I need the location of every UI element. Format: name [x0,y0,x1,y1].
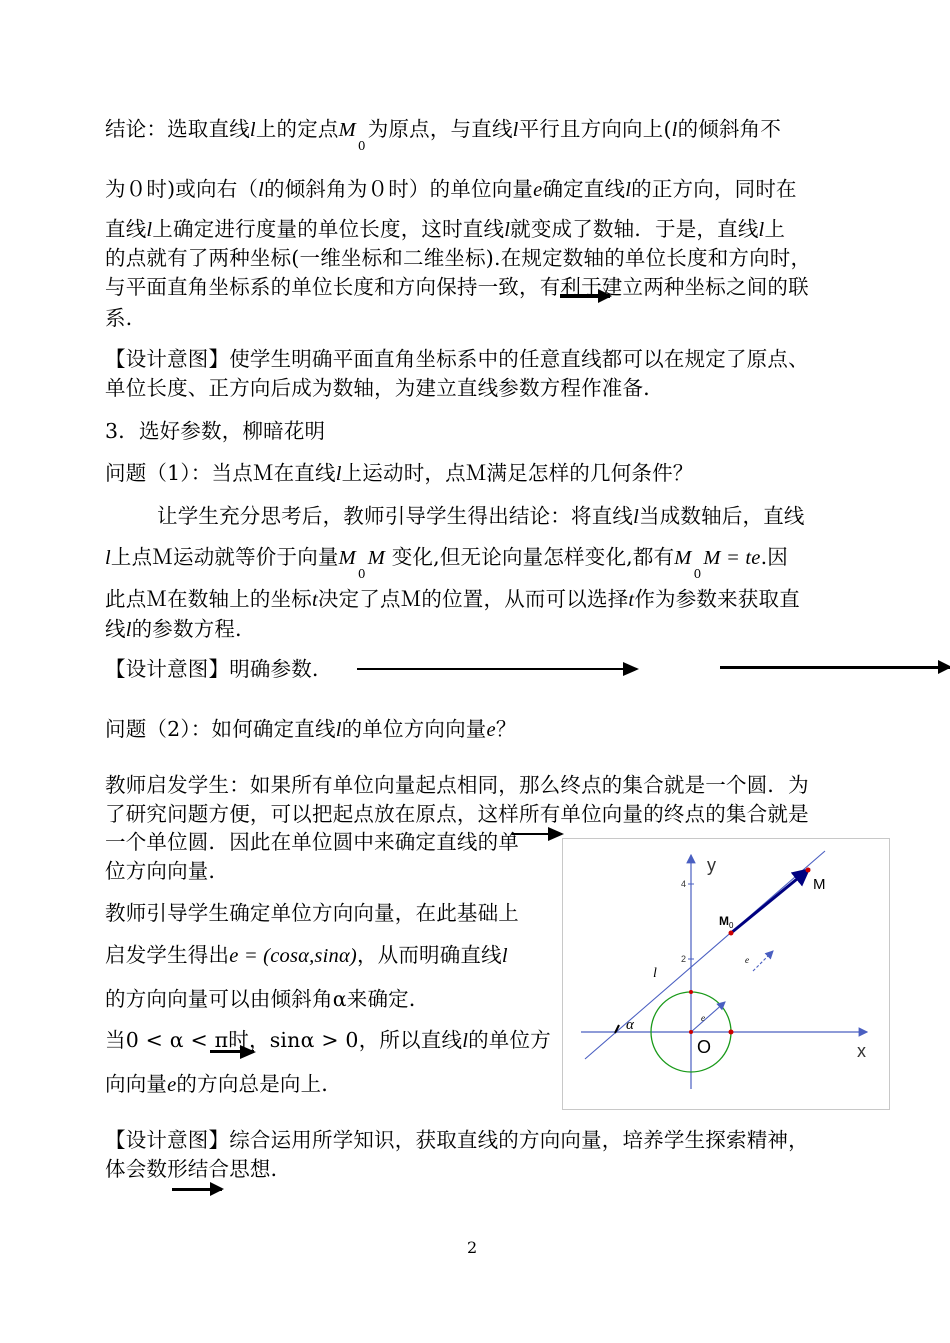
symbol-M: M [338,547,356,569]
text: 问题（2）：如何确定直线 [105,717,336,741]
arrow-decoration [172,1188,222,1191]
text: 上点Ｍ运动就等价于向量 [110,545,339,569]
paragraph-4-line-1: 教师引导学生确定单位方向向量，在此基础上 [105,901,519,925]
symbol-l: l [512,119,519,141]
text: 当 [105,1028,126,1052]
text: 时， [228,1028,270,1052]
tick-label-2: 2 [681,954,687,964]
symbol-l: l [249,119,256,141]
text: 上运动时，点Ｍ满足怎样的几何条件？ [341,461,694,485]
text: 的正方向，同时在 [631,177,797,201]
design-intent-1-line-2: 单位长度、正方向后成为数轴，为建立直线参数方程作准备． [105,376,664,400]
vector-M0M [731,870,808,933]
text: 的单位方 [468,1028,551,1052]
page-number: 2 [467,1238,478,1257]
formula-M0M-te: M = te [703,547,761,569]
text: 决定了点Ｍ的位置，从而可以选择 [317,587,629,611]
point-M0-label: M [719,914,729,928]
symbol-l: l [462,1030,469,1052]
symbol-l: l [625,179,632,201]
conclusion-line-2 [105,176,797,203]
text: 的方向总是向上． [176,1072,343,1096]
paragraph-2-line-4 [105,616,256,643]
formula-e-cos-sin: e = (cosα,sinα) [229,945,357,967]
point-M0-subscript: 0 [729,921,734,930]
line-l-label: l [653,966,657,981]
symbol-l: l [671,119,678,141]
arrow-decoration [210,1050,254,1053]
paragraph-4-line-3 [105,986,430,1012]
text: 直线 [105,217,147,241]
tick-label-4: 4 [681,879,687,889]
design-intent-3-line-2: 体会数形结合思想． [105,1157,292,1181]
text: ？ [495,717,517,741]
symbol-l: l [335,719,342,741]
text: 当成数轴后，直线 [639,504,805,528]
symbol-t: t [312,589,318,611]
point-M [806,868,811,873]
design-intent-1-line-1: 【设计意图】使学生明确平面直角坐标系中的任意直线都可以在规定了原点、 [105,347,809,371]
subscript-0: 0 [357,567,366,581]
text: 作为参数来获取直 [634,587,800,611]
paragraph-3-line-1: 教师启发学生：如果所有单位向量起点相同，那么终点的集合就是一个圆．为 [105,773,809,797]
text: 的方向向量可以由倾斜角 [105,987,333,1011]
paragraph-4-line-5 [105,1071,342,1098]
section-heading-3: 3．选好参数，柳暗花明 [105,419,326,443]
paragraph-2-line-3 [105,586,800,613]
text: 上确定进行度量的单位长度，这时直线 [152,217,505,241]
text: 的单位方向向量 [341,717,487,741]
text: 确定直线 [542,177,626,201]
symbol-M: M [674,547,692,569]
symbol-l: l [633,506,640,528]
symbol-e: e [167,1074,177,1096]
paragraph-4-line-4 [105,1027,551,1054]
text: 为原点，与直线 [367,117,513,141]
text: 问题（1）：当点Ｍ在直线 [105,461,336,485]
paragraph-3-line-3: 一个单位圆．因此在单位圆中来确定直线的单 [105,830,519,854]
text: 变化,但无论向量怎样变化,都有 [391,545,675,569]
symbol-M: M [338,119,356,141]
text: 线 [105,617,126,641]
text: 的参数方程． [131,617,256,641]
text: 此点Ｍ在数轴上的坐标 [105,587,312,611]
formula-alpha-range: 0 < α < π [125,1028,229,1052]
arrow-decoration [512,833,562,835]
text: 上的定点 [255,117,339,141]
e-label-origin: e [701,1013,705,1023]
symbol-l: l [105,547,111,569]
point-M0 [729,931,734,936]
alpha-label: α [626,1017,634,1033]
symbol-alpha: α [332,987,347,1011]
text: 结论：选取直线 [105,117,250,141]
unit-vector-e [691,1002,725,1032]
text: 让学生充分思考后，教师引导学生得出结论：将直线 [157,504,634,528]
unit-circle-figure [562,838,890,1110]
symbol-l: l [504,219,511,241]
symbol-l: l [125,619,132,641]
subscript-0: 0 [693,567,702,581]
text: 的倾斜角不 [677,117,782,141]
text: 的倾斜角为０时）的单位向量 [264,177,534,201]
text: 就变成了数轴．于是，直线 [510,217,759,241]
conclusion-line-4: 的点就有了两种坐标(一维坐标和二维坐标).在规定数轴的单位长度和方向时， [105,246,812,270]
e-label: e [745,955,749,965]
point-on-circle [729,1030,734,1035]
arrow-decoration [357,668,637,670]
symbol-l: l [501,945,508,967]
symbol-t: t [628,589,635,611]
text: 向向量 [105,1072,168,1096]
y-axis-label: y [707,855,716,875]
arrow-decoration [560,294,610,298]
point-M-label: M [813,876,826,893]
paragraph-2-line-2 [105,544,788,581]
symbol-e: e [533,179,543,201]
symbol-e: e [486,719,496,741]
subscript-0: 0 [357,139,366,153]
text: ，从而明确直线 [356,943,502,967]
line-l [585,851,825,1059]
origin-point [689,1030,693,1034]
line-decoration [720,666,950,669]
text: 来确定． [346,987,430,1011]
vector-e [753,951,773,971]
text: 为０时)或向右（ [105,177,259,201]
paragraph-3-line-4: 位方向向量． [105,859,230,883]
text: 上 [764,217,786,241]
symbol-l: l [258,179,265,201]
design-intent-3-line-1: 【设计意图】综合运用所学知识，获取直线的方向向量，培养学生探索精神， [105,1128,809,1152]
question-1 [105,460,694,487]
paragraph-2-line-1 [157,503,805,530]
conclusion-line-5: 与平面直角坐标系的单位长度和方向保持一致，有利于建立两种坐标之间的联 [105,275,809,299]
symbol-M: M [367,547,386,569]
design-intent-2: 【设计意图】明确参数． [105,657,333,681]
symbol-l: l [335,463,342,485]
question-2 [105,716,517,743]
text: ，所以直线 [358,1028,463,1052]
conclusion-line-1 [105,116,782,153]
text: .因 [760,545,788,569]
conclusion-line-6: 系． [105,306,147,330]
text: 启发学生得出 [105,943,230,967]
symbol-l: l [758,219,765,241]
point-on-circle [689,990,693,994]
paragraph-4-line-2 [105,942,508,969]
symbol-l: l [146,219,153,241]
formula-sin-positive: sinα > 0 [269,1028,359,1052]
conclusion-line-3 [105,216,785,243]
paragraph-3-line-2: 了研究问题方便，可以把起点放在原点，这样所有单位向量的终点的集合就是 [105,802,809,826]
text: 平行且方向向上( [518,117,672,141]
x-axis-label: x [857,1041,866,1061]
origin-label: O [697,1037,712,1057]
